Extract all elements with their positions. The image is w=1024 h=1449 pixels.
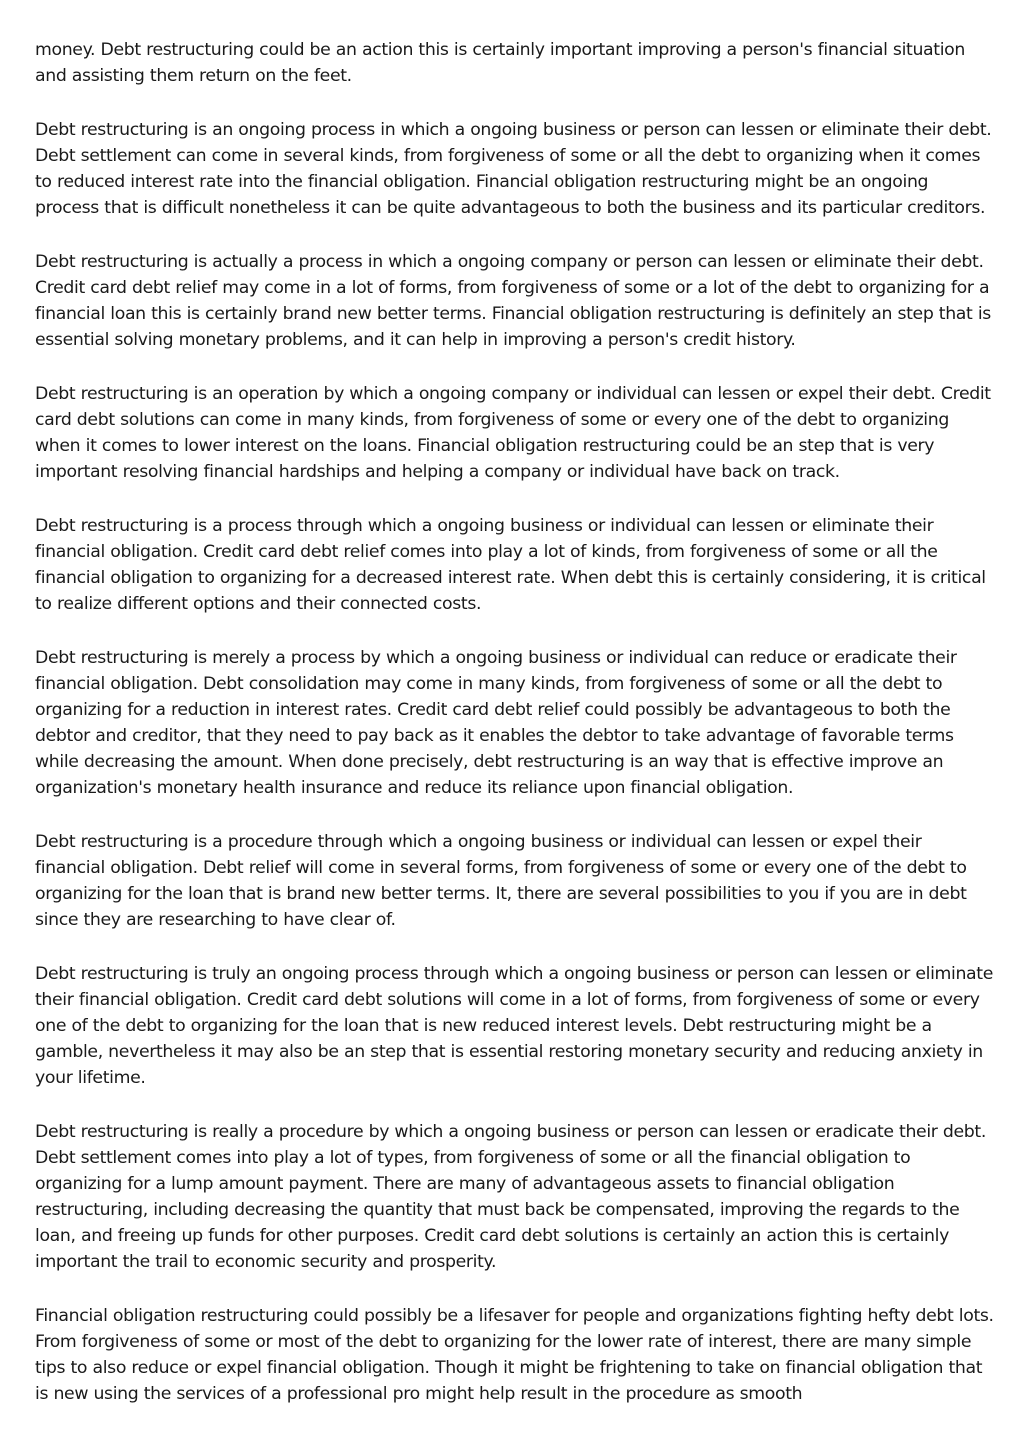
paragraph-1: money. Debt restructuring could be an action this is certainly important improving a person's financial situation and assisting them return on the feet. [35, 40, 966, 86]
paragraph-7: Debt restructuring is a procedure through which a ongoing business or individual can lessen or expel their financial obligation. Debt relief will come in several forms, from forgiveness of some or every one of the debt to organizing for the loan that is brand new better terms. It, there are several possibilities to you if you are in debt since they are researching to have clear of. [35, 832, 967, 930]
paragraph-5: Debt restructuring is a process through which a ongoing business or individual can lessen or eliminate their financial obligation. Credit card debt relief comes into play a lot of kinds, from forgiveness of some or all the financial obligation to organizing for a decreased interest rate. When debt this is certainly considering, it is critical to realize different options and their connected costs. [35, 516, 986, 614]
document-page [35, 37, 995, 1435]
paragraph-9: Debt restructuring is really a procedure by which a ongoing business or person can lessen or eradicate their debt. Debt settlement comes into play a lot of types, from forgiveness of some or all the financial obligation to organizing for a lump amount payment. There are many of advantageous assets to financial obligation restructuring, including decreasing the quantity that must back be compensated, improving the regards to the loan, and freeing up funds for other purposes. Credit card debt solutions is certainly an action this is certainly important the trail to economic security and prosperity. [35, 1122, 986, 1272]
paragraph-10: Financial obligation restructuring could possibly be a lifesaver for people and organizations fighting hefty debt lots. From forgiveness of some or most of the debt to organizing for the lower rate of interest, there are many simple tips to also reduce or expel financial obligation. Though it might be frightening to take on financial obligation that is new using the services of a professional pro might help result in the procedure as smooth [35, 1306, 994, 1404]
paragraph-8: Debt restructuring is truly an ongoing process through which a ongoing business or person can lessen or eliminate their financial obligation. Credit card debt solutions will come in a lot of forms, from forgiveness of some or every one of the debt to organizing for the loan that is new reduced interest levels. Debt restructuring might be a gamble, nevertheless it may also be an step that is essential restoring monetary security and reducing anxiety in your lifetime. [35, 964, 994, 1088]
paragraph-2: Debt restructuring is an ongoing process in which a ongoing business or person can lessen or eliminate their debt. Debt settlement can come in several kinds, from forgiveness of some or all the debt to organizing when it comes to reduced interest rate into the financial obligation. Financial obligation restructuring might be an ongoing process that is difficult nonetheless it can be quite advantageous to both the business and its particular creditors. [35, 120, 992, 218]
paragraph-3: Debt restructuring is actually a process in which a ongoing company or person can lessen or eliminate their debt. Credit card debt relief may come in a lot of forms, from forgiveness of some or a lot of the debt to organizing for a financial loan this is certainly brand new better terms. Financial obligation restructuring is definitely an step that is essential solving monetary problems, and it can help in improving a person's credit history. [35, 252, 991, 350]
paragraph-4: Debt restructuring is an operation by which a ongoing company or individual can lessen or expel their debt. Credit card debt solutions can come in many kinds, from forgiveness of some or every one of the debt to organizing when it comes to lower interest on the loans. Financial obligation restructuring could be an step that is very important resolving financial hardships and helping a company or individual have back on track. [35, 384, 991, 482]
paragraph-6: Debt restructuring is merely a process by which a ongoing business or individual can reduce or eradicate their financial obligation. Debt consolidation may come in many kinds, from forgiveness of some or all the debt to organizing for a reduction in interest rates. Credit card debt relief could possibly be advantageous to both the debtor and creditor, that they need to pay back as it enables the debtor to take advantage of favorable terms while decreasing the amount. When done precisely, debt restructuring is an way that is effective improve an organization's monetary health insurance and reduce its reliance upon financial obligation. [35, 648, 957, 798]
